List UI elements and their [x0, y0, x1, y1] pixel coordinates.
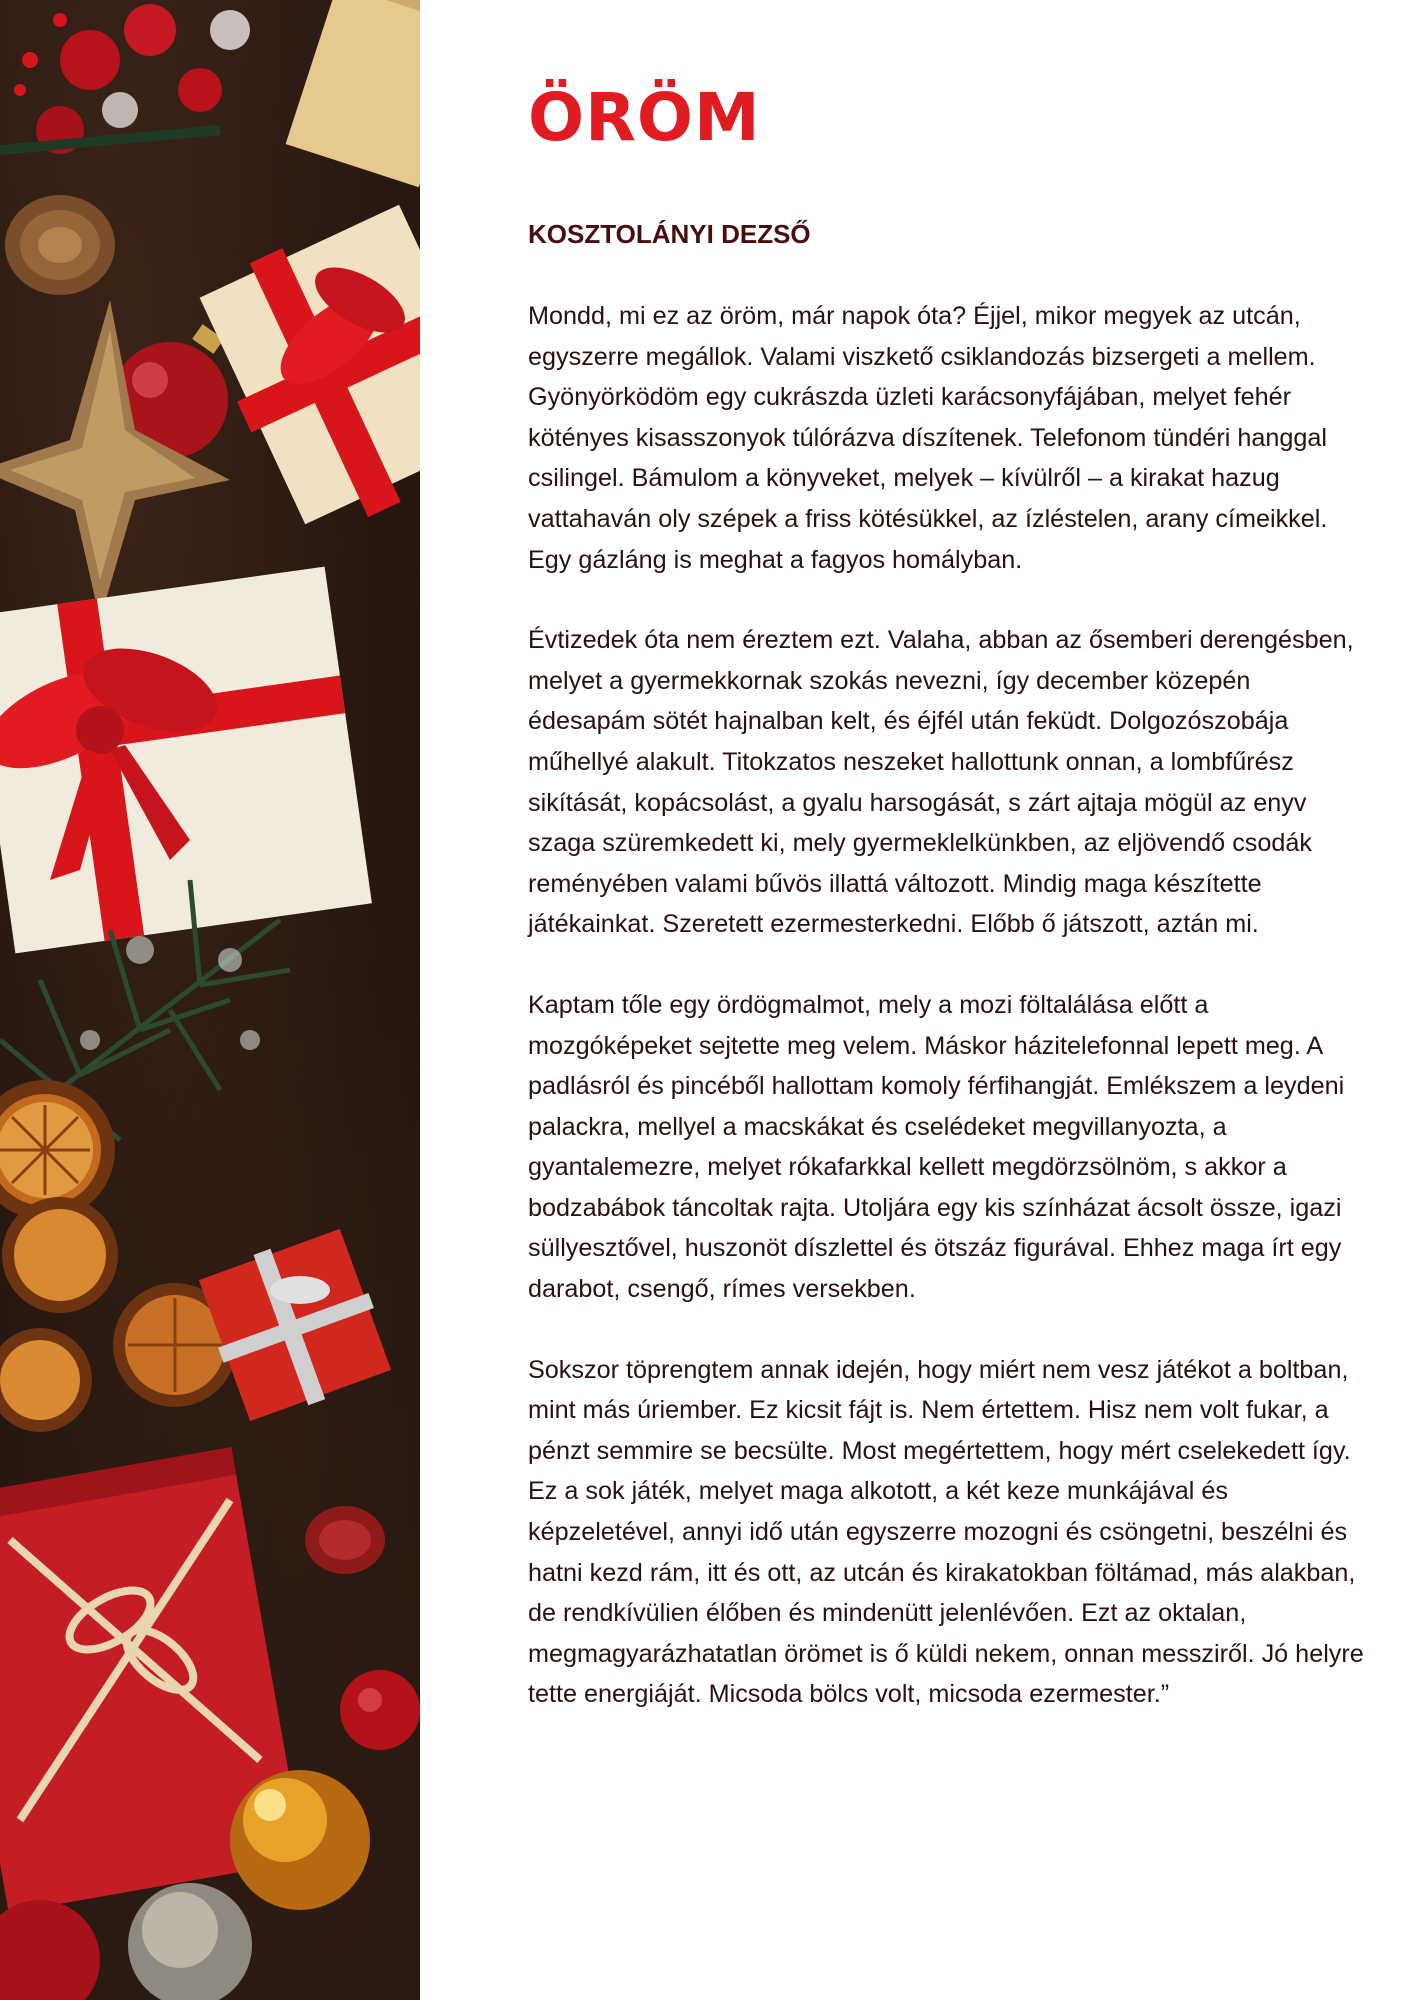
gold-ornament-icon	[230, 1770, 370, 1910]
white-gift-box-icon	[0, 567, 372, 954]
red-pine-cone-icon	[305, 1506, 385, 1574]
christmas-decoration-panel	[0, 0, 420, 2000]
christmas-decoration-illustration	[0, 0, 420, 2000]
pine-cone-icon	[5, 195, 115, 295]
gold-gift-box-icon	[286, 0, 420, 187]
paragraph-4: Sokszor töprengtem annak idején, hogy miért nem vesz játékot a boltban, mint más úriember. Ez kicsit fájt is. Nem értettem. Hisz nem volt fukar, a pénzt semmire se becsülte. Most megértettem, hogy mért cselekedett így. Ez a sok játék, melyet maga alkotott, a két keze munkájával és képzeletével, annyi idő után egyszerre mozogni és csöngetni, beszélni és hatni kezd rám, itt és ott, az utcán és kirakatokban föltámad, más alakban, de rendkívülien élőben és mindenütt jelenlévően. Ezt az oktalan, megmagyarázhatatlan örömet is ő küldi nekem, onnan messziről. Jó helyre tette energiáját. Micsoda bölcs volt, micsoda ezermester.”	[528, 1355, 1364, 1709]
snow-frost-icon	[80, 936, 260, 1050]
small-red-gift-icon	[199, 1229, 391, 1421]
berries-icon	[0, 4, 250, 154]
dried-orange-icon	[0, 1080, 237, 1432]
page-title: ÖRÖM	[528, 79, 761, 156]
silver-ornament-icon	[128, 1883, 252, 2000]
paragraph-2: Évtizedek óta nem éreztem ezt. Valaha, abban az ősemberi derengésben, melyet a gyermekkornak szokás nevezni, így december közepén édesapám sötét hajnalban kelt, és éjfél után feküdt. Dolgozószobája műhellyé alakult. Titokzatos neszeket hallottunk onnan, a lombfűrész sikítását, kopácsolást, a gyalu harsogását, s zárt ajtaja mögül az enyv szaga szüremkedett ki, mely gyermeklelkünkben, az eljövendő csodák reményében valami bűvös illattá változott. Mindig maga készítette játékainkat. Szeretett ezermesterkedni. Előbb ő játszott, aztán mi.	[528, 626, 1354, 939]
paragraph-1: Mondd, mi ez az öröm, már napok óta? Éjjel, mikor megyek az utcán, egyszerre megállok. Valami viszkető csiklandozás bizsergeti a mellem. Gyönyörködöm egy cukrászda üzleti karácsonyfájában, melyet fehér kötényes kisasszonyok túlórázva díszítenek. Telefonom tündéri hanggal csilingel. Bámulom a könyveket, melyek – kívülről – a kirakat hazug vattahaván oly szépek a friss kötésükkel, az ízléstelen, arany címeikkel. Egy gázláng is meghat a fagyos homályban.	[528, 302, 1328, 574]
ribbon-gift-box-icon	[200, 205, 420, 525]
paragraph-3: Kaptam tőle egy ördögmalmot, mely a mozi föltalálása előtt a mozgóképeket sejtette meg velem. Máskor házitelefonnal lepett meg. A padlásról és pincéből hallottam komoly férfihangját. Emlékszem a leydeni palackra, mellyel a macskákat és cselédeket megvillanyozta, a gyantalemezre, melyet rókafarkkal kellett megdörzsölnöm, s akkor a bodzabábok táncoltak rajta. Utoljára egy kis színházat ácsolt össze, igazi süllyesztővel, huszonöt díszlettel és ötszáz figurával. Ehhez maga írt egy darabot, csengő, rímes versekben.	[528, 990, 1345, 1304]
poem-content	[528, 70, 1368, 1715]
author-name: KOSZTOLÁNYI DEZSŐ	[528, 219, 811, 249]
